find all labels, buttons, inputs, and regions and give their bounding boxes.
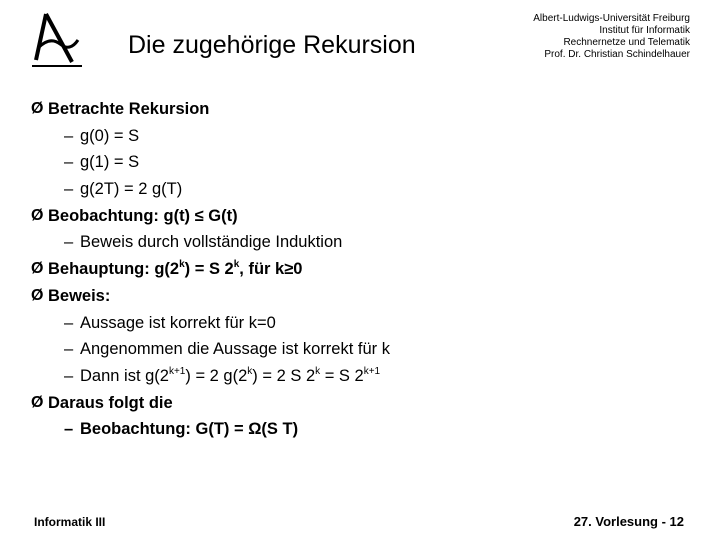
arrow-bullet-icon: Ø — [31, 286, 44, 304]
institute-name: Institut für Informatik — [599, 25, 690, 36]
arrow-bullet-icon: Ø — [31, 260, 44, 278]
sub-item — [31, 336, 711, 363]
arrow-bullet-icon: Ø — [31, 100, 44, 117]
footer-course: Informatik III — [34, 515, 106, 529]
sub-item — [31, 416, 711, 443]
dash-icon: – — [64, 126, 74, 145]
sub-item-text: Beweis durch vollständige Induktion — [80, 233, 343, 252]
bullet-betrachte — [31, 96, 711, 123]
sub-item — [31, 176, 711, 203]
arrow-bullet-icon: Ø — [31, 393, 44, 411]
bullet-behauptung — [31, 256, 711, 283]
dash-icon: – — [64, 313, 74, 332]
bullet-text: Behauptung: $g(2^k) = S$ 2$^k$, für k≥0 — [48, 259, 303, 279]
dash-icon: – — [64, 180, 74, 199]
slide-title: Die zugehörige Rekursion — [128, 31, 416, 59]
dash-icon: – — [64, 366, 74, 385]
bullet-text: Betrachte Rekursion — [48, 100, 210, 118]
sub-item-text: Angenommen die Aussage ist korrekt für k — [80, 340, 390, 359]
sub-item — [31, 229, 711, 256]
dash-icon: – — [64, 340, 74, 359]
sub-item — [31, 310, 711, 337]
footer-page: 27. Vorlesung - 12 — [573, 514, 684, 529]
bullet-text: Beobachtung: g(t) ≤ G(t) — [48, 206, 238, 225]
sub-item-text: Aussage ist korrekt für k=0 — [80, 313, 276, 332]
bullet-beobachtung — [31, 203, 711, 230]
slide-content — [31, 96, 711, 443]
dash-icon: – — [64, 420, 74, 439]
dash-icon: – — [64, 233, 74, 252]
university-logo — [30, 10, 84, 70]
sub-item-text: g(2T) = 2 g(T) — [80, 180, 183, 199]
sub-item — [31, 363, 711, 390]
sub-item-text: Dann ist $g(2^{k+1}) = 2$ $g(2^k) = 2$ S $2^k = S$ $2^{k+1}$ — [80, 365, 381, 385]
university-name: Albert-Ludwigs-Universität Freiburg — [533, 13, 690, 24]
sub-item-text: g(1) = S — [80, 153, 140, 172]
bullet-text: Daraus folgt die — [48, 393, 173, 412]
sub-item-text: Beobachtung: G(T) = Ω(S T) — [80, 420, 299, 439]
institution-block — [533, 13, 690, 61]
dash-icon: – — [64, 153, 74, 172]
arrow-bullet-icon: Ø — [31, 206, 44, 224]
bullet-daraus — [31, 390, 711, 417]
bullet-beweis — [31, 283, 711, 310]
bullet-text: Beweis: — [48, 286, 111, 305]
professor-name: Prof. Dr. Christian Schindelhauer — [544, 49, 690, 60]
department-name: Rechnernetze und Telematik — [563, 37, 690, 48]
sub-item-text: g(0) = S — [80, 126, 140, 145]
sub-item — [31, 149, 711, 176]
sub-item — [31, 123, 711, 150]
